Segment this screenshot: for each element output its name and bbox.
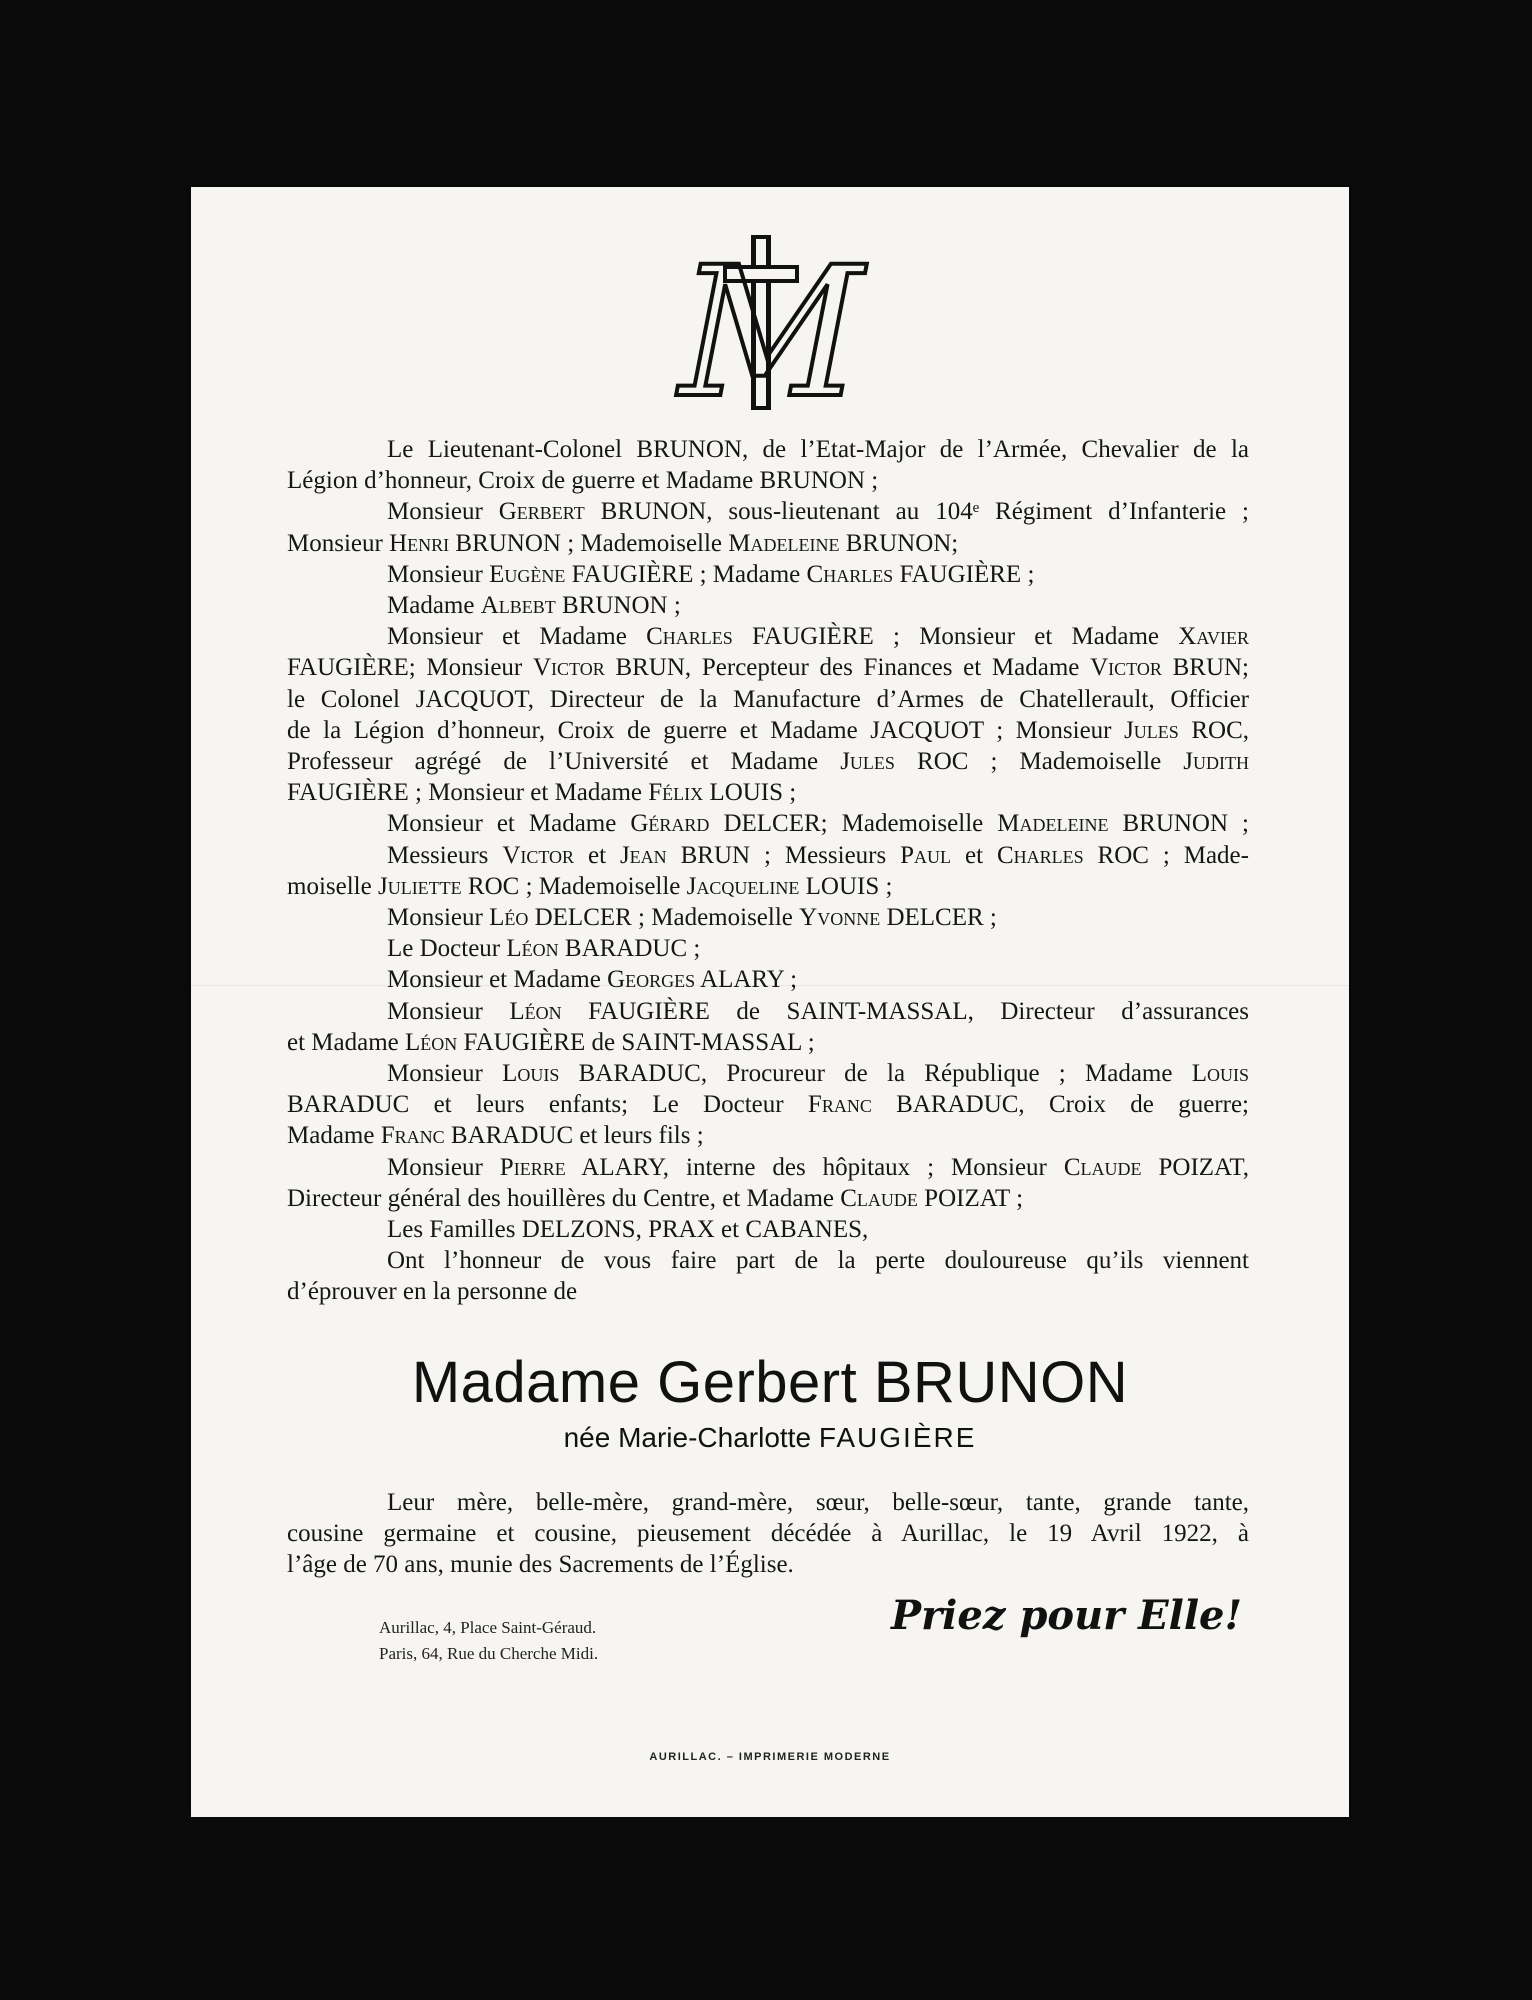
given-name: Jacqueline — [686, 872, 800, 900]
text-line — [287, 528, 1249, 559]
given-name: Léon — [509, 997, 562, 1025]
text-segment: BARADUC ; — [558, 935, 701, 963]
text-segment: DELCER ; — [880, 904, 997, 932]
memorial-notice-sheet — [191, 187, 1349, 1817]
text-segment: DELCER ; Mademoiselle — [528, 904, 800, 932]
text-line — [287, 1214, 1249, 1245]
deceased-name — [191, 1349, 1349, 1416]
given-name: Louis — [1191, 1060, 1249, 1088]
text-segment: Le Lieutenant-Colonel BRUNON, de l’Etat-Major de l’Armée, Chevalier de la — [387, 436, 1249, 463]
pray-for-her: Priez pour Elle! — [891, 1592, 1243, 1639]
text-segment: Monsieur et Madame — [387, 623, 647, 651]
text-line — [287, 652, 1249, 683]
text-segment: Monsieur et Madame — [387, 966, 608, 994]
given-name: Louis — [502, 1060, 560, 1088]
text-segment: Messieurs — [387, 841, 503, 869]
text-segment: BRUNON ; — [1108, 810, 1250, 838]
given-name: Léon — [506, 935, 559, 963]
text-segment: Madame — [287, 1122, 381, 1150]
printer-credit: AURILLAC. – IMPRIMERIE MODERNE — [649, 1751, 891, 1763]
text-segment: Monsieur — [287, 529, 390, 557]
address-paris: Paris, 64, Rue du Cherche Midi. — [379, 1644, 599, 1663]
text-segment: FAUGIÈRE ; Monsieur et Madame — [287, 779, 649, 807]
given-name: Juliette — [377, 872, 462, 900]
text-segment: Monsieur — [387, 997, 510, 1025]
maiden-prefix: née Marie-Charlotte — [563, 1422, 812, 1453]
given-name: Jules — [840, 748, 895, 776]
text-segment: Ont l’honneur de vous faire part de la perte douloureuse qu’ils viennent — [387, 1247, 1249, 1275]
text-segment: ROC ; Made- — [1083, 841, 1249, 869]
given-name: Eugène — [489, 560, 566, 588]
text-segment: Leur mère, belle-mère, grand-mère, sœur, belle-sœur, tante, grande tante, — [387, 1489, 1249, 1516]
cross-monogram — [631, 235, 911, 415]
given-name: Judith — [1183, 748, 1249, 776]
text-line — [287, 871, 1249, 902]
text-segment: ROC ; Mademoiselle — [461, 872, 687, 900]
text-segment: FAUGIÈRE de SAINT-MASSAL, Directeur d’assurances — [561, 997, 1250, 1025]
text-segment: ROC, — [1178, 716, 1249, 744]
text-segment: POIZAT, — [1141, 1153, 1249, 1181]
text-line — [287, 902, 1249, 933]
text-line — [287, 715, 1249, 746]
text-segment: BARADUC, Procureur de la République ; Madame — [559, 1060, 1192, 1088]
deceased-title: Madame Gerbert — [411, 1350, 858, 1415]
text-line — [287, 1276, 1249, 1307]
text-segment: Monsieur — [387, 1153, 500, 1181]
text-segment: Monsieur et Madame — [387, 810, 631, 838]
text-segment: Monsieur — [387, 498, 499, 526]
given-name: Gérard — [630, 810, 710, 838]
given-name: Henri — [389, 529, 450, 557]
given-name: Charles — [646, 623, 733, 651]
text-line — [287, 684, 1249, 715]
given-name: Victor — [1090, 654, 1162, 682]
text-line — [287, 1027, 1249, 1058]
text-line — [287, 777, 1249, 808]
text-segment: BRUNON; — [839, 529, 959, 557]
text-segment: ALARY ; — [695, 966, 798, 994]
text-segment: d’éprouver en la personne de — [287, 1278, 578, 1306]
text-segment: ROC ; Mademoiselle — [894, 748, 1184, 776]
closing-text — [287, 1487, 1249, 1581]
given-name: Gerbert — [498, 498, 585, 526]
text-line — [287, 1089, 1249, 1120]
text-line — [287, 1152, 1249, 1183]
text-line — [287, 964, 1249, 995]
text-segment: Monsieur — [387, 904, 490, 932]
given-name: Franc — [807, 1091, 872, 1119]
text-segment: cousine germaine et cousine, pieusement décédée à Aurillac, le 19 Avril 1922, à — [287, 1520, 1249, 1548]
given-name: Franc — [380, 1122, 445, 1150]
text-segment: Monsieur — [387, 1060, 503, 1088]
given-name: Georges — [607, 966, 696, 994]
given-name: Xavier — [1178, 623, 1249, 651]
text-line — [287, 996, 1249, 1027]
given-name: Léon — [405, 1028, 458, 1056]
text-segment: l’âge de 70 ans, munie des Sacrements de l’Église. — [287, 1551, 794, 1579]
given-name: Madeleine — [997, 810, 1109, 838]
text-line — [287, 590, 1249, 621]
deceased-surname: BRUNON — [873, 1350, 1129, 1415]
text-segment: BARADUC et leurs enfants; Le Docteur — [287, 1091, 808, 1119]
text-segment: DELCER; Mademoiselle — [709, 810, 998, 838]
text-segment: BRUN; — [1161, 654, 1249, 682]
text-segment: BRUNON ; — [555, 592, 681, 620]
text-segment: moiselle — [287, 872, 378, 900]
text-segment: FAUGIÈRE ; Monsieur et Madame — [732, 623, 1179, 651]
given-name: Jules — [1124, 716, 1179, 744]
given-name: Jean — [619, 841, 667, 869]
text-segment: ALARY, interne des hôpitaux ; Monsieur — [565, 1153, 1064, 1181]
text-line — [287, 559, 1249, 590]
text-line — [287, 465, 1249, 496]
text-segment: LOUIS ; — [799, 872, 893, 900]
address-aurillac: Aurillac, 4, Place Saint-Géraud. — [379, 1618, 597, 1637]
text-line — [287, 1518, 1249, 1549]
text-segment: de la Légion d’honneur, Croix de guerre et Madame JACQUOT ; Monsieur — [287, 716, 1125, 744]
text-segment: Les Familles DELZONS, PRAX et CABANES, — [387, 1216, 869, 1244]
given-name: Léo — [489, 904, 529, 932]
addresses — [379, 1615, 598, 1667]
given-name: Victor — [532, 654, 605, 682]
text-segment: et — [574, 841, 620, 869]
text-segment: FAUGIÈRE ; — [893, 560, 1035, 588]
text-segment: BARADUC et leurs fils ; — [444, 1122, 704, 1150]
text-segment: BRUN ; Messieurs — [666, 841, 901, 869]
text-segment: FAUGIÈRE; Monsieur — [287, 654, 533, 682]
text-segment: BARADUC, Croix de guerre; — [871, 1091, 1250, 1119]
text-line — [287, 1487, 1249, 1518]
text-segment: BRUN, Percepteur des Finances et Madame — [604, 654, 1091, 682]
given-name: Paul — [900, 841, 952, 869]
text-line — [287, 933, 1249, 964]
maiden-surname: FAUGIÈRE — [818, 1422, 977, 1453]
text-segment: Directeur général des houillères du Centre, et Madame — [287, 1184, 841, 1212]
text-line — [287, 808, 1249, 839]
text-segment: Légion d’honneur, Croix de guerre et Madame BRUNON ; — [287, 467, 879, 495]
text-segment: Monsieur — [387, 560, 490, 588]
maiden-name — [191, 1422, 1349, 1454]
text-segment: le Colonel JACQUOT, Directeur de la Manufacture d’Armes de Chatellerault, Officier — [287, 685, 1249, 713]
text-line — [287, 746, 1249, 777]
text-segment: Le Docteur — [387, 935, 507, 963]
announcement-list — [287, 434, 1249, 1308]
text-line — [287, 1549, 1249, 1580]
text-line — [287, 1245, 1249, 1276]
monogram-letter: M — [678, 235, 864, 415]
text-line — [287, 434, 1249, 465]
text-line — [287, 496, 1249, 527]
given-name: Claude — [1063, 1153, 1142, 1181]
given-name: Charles — [996, 841, 1084, 869]
text-segment: et — [951, 841, 997, 869]
text-line — [287, 621, 1249, 652]
given-name: Félix — [648, 779, 704, 807]
given-name: Madeleine — [728, 529, 840, 557]
given-name: Charles — [806, 560, 894, 588]
text-segment: LOUIS ; — [703, 779, 797, 807]
text-line — [287, 1058, 1249, 1089]
given-name: Victor — [502, 841, 575, 869]
text-segment: BRUNON ; Mademoiselle — [449, 529, 729, 557]
text-segment: Professeur agrégé de l’Université et Madame — [287, 748, 841, 776]
given-name: Claude — [840, 1184, 918, 1212]
text-segment: POIZAT ; — [917, 1184, 1024, 1212]
text-segment: BRUNON, sous-lieutenant au 104ᵉ Régiment d’Infanterie ; — [584, 498, 1249, 526]
given-name: Pierre — [499, 1153, 566, 1181]
given-name: Yvonne — [799, 904, 881, 932]
text-line — [287, 1183, 1249, 1214]
text-segment: FAUGIÈRE ; Madame — [565, 560, 807, 588]
text-segment: FAUGIÈRE de SAINT-MASSAL ; — [457, 1028, 815, 1056]
text-segment: et Madame — [287, 1028, 406, 1056]
text-line — [287, 1120, 1249, 1151]
given-name: Albebt — [480, 592, 556, 620]
text-segment: Madame — [387, 592, 481, 620]
text-line — [287, 840, 1249, 871]
